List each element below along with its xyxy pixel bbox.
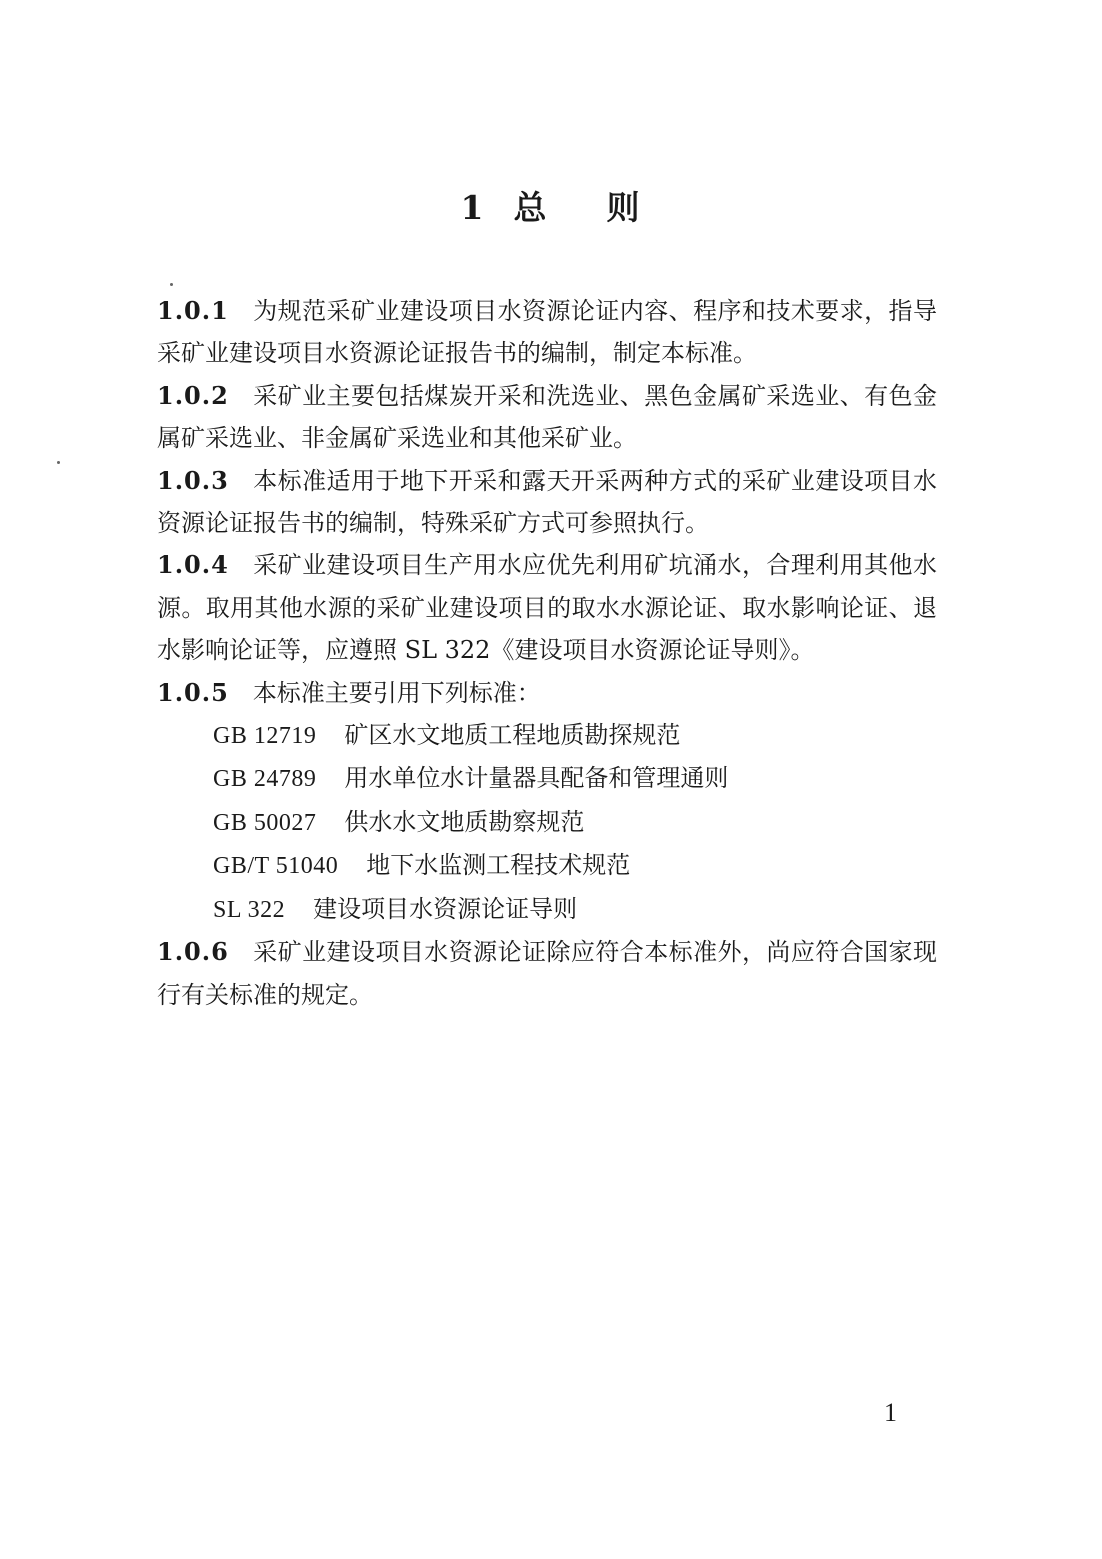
reference-title: 地下水监测工程技术规范 xyxy=(366,851,631,880)
clause-text: 采矿业建设项目水资源论证除应符合本标准外，尚应符合国家现行有关标准的规定。 xyxy=(157,938,937,1009)
clause-1-0-3 xyxy=(157,460,937,545)
clause-number: 1.0.6 xyxy=(157,937,229,967)
clause-number: 1.0.1 xyxy=(157,296,229,325)
clause-number: 1.0.2 xyxy=(157,380,229,410)
clause-number: 1.0.5 xyxy=(157,677,229,707)
clause-1-0-5 xyxy=(157,672,937,714)
chapter-title xyxy=(0,182,1102,229)
reference-code: SL 322 xyxy=(213,896,286,923)
clause-1-0-4 xyxy=(157,544,937,671)
reference-item xyxy=(157,888,937,931)
chapter-title-part1: 总 xyxy=(513,188,549,227)
clause-number: 1.0.4 xyxy=(157,550,229,580)
chapter-number: 1 xyxy=(460,188,486,227)
referenced-standards-list xyxy=(157,714,937,931)
reference-code: GB 50027 xyxy=(213,809,317,836)
clause-1-0-6 xyxy=(157,931,937,1016)
page-number: 1 xyxy=(884,1398,897,1427)
reference-item xyxy=(157,844,937,887)
scan-speck xyxy=(57,461,60,464)
reference-item xyxy=(157,757,937,800)
reference-code: GB 12719 xyxy=(213,723,317,750)
reference-title: 建设项目水资源论证导则 xyxy=(313,894,578,923)
chapter-body xyxy=(157,290,937,1016)
clause-number: 1.0.3 xyxy=(157,465,229,495)
clause-1-0-2 xyxy=(157,375,937,460)
clause-text: 为规范采矿业建设项目水资源论证内容、程序和技术要求，指导采矿业建设项目水资源论证报告书的编制，制定本标准。 xyxy=(157,297,937,368)
clause-1-0-1 xyxy=(157,290,937,375)
clause-text: 本标准主要引用下列标准： xyxy=(252,678,541,707)
clause-text: 采矿业建设项目生产用水应优先利用矿坑涌水，合理利用其他水源。取用其他水源的采矿业建设项目的取水水源论证、取水影响论证、退水影响论证等，应遵照 SL 322《建设项目水资源论证导则》。 xyxy=(157,551,937,665)
reference-code: GB/T 51040 xyxy=(213,853,339,880)
clause-text: 本标准适用于地下开采和露天开采两种方式的采矿业建设项目水资源论证报告书的编制，特殊采矿方式可参照执行。 xyxy=(157,466,937,538)
reference-code: GB 24789 xyxy=(213,766,317,793)
reference-item xyxy=(157,801,937,844)
reference-title: 矿区水文地质工程地质勘探规范 xyxy=(344,721,681,750)
clause-text: 采矿业主要包括煤炭开采和洗选业、黑色金属矿采选业、有色金属矿采选业、非金属矿采选业和其他采矿业。 xyxy=(157,381,937,453)
reference-item xyxy=(157,714,937,757)
reference-title: 供水水文地质勘察规范 xyxy=(344,807,585,836)
chapter-title-part2: 则 xyxy=(606,188,642,227)
reference-title: 用水单位水计量器具配备和管理通则 xyxy=(344,764,729,793)
scan-speck xyxy=(170,283,173,286)
